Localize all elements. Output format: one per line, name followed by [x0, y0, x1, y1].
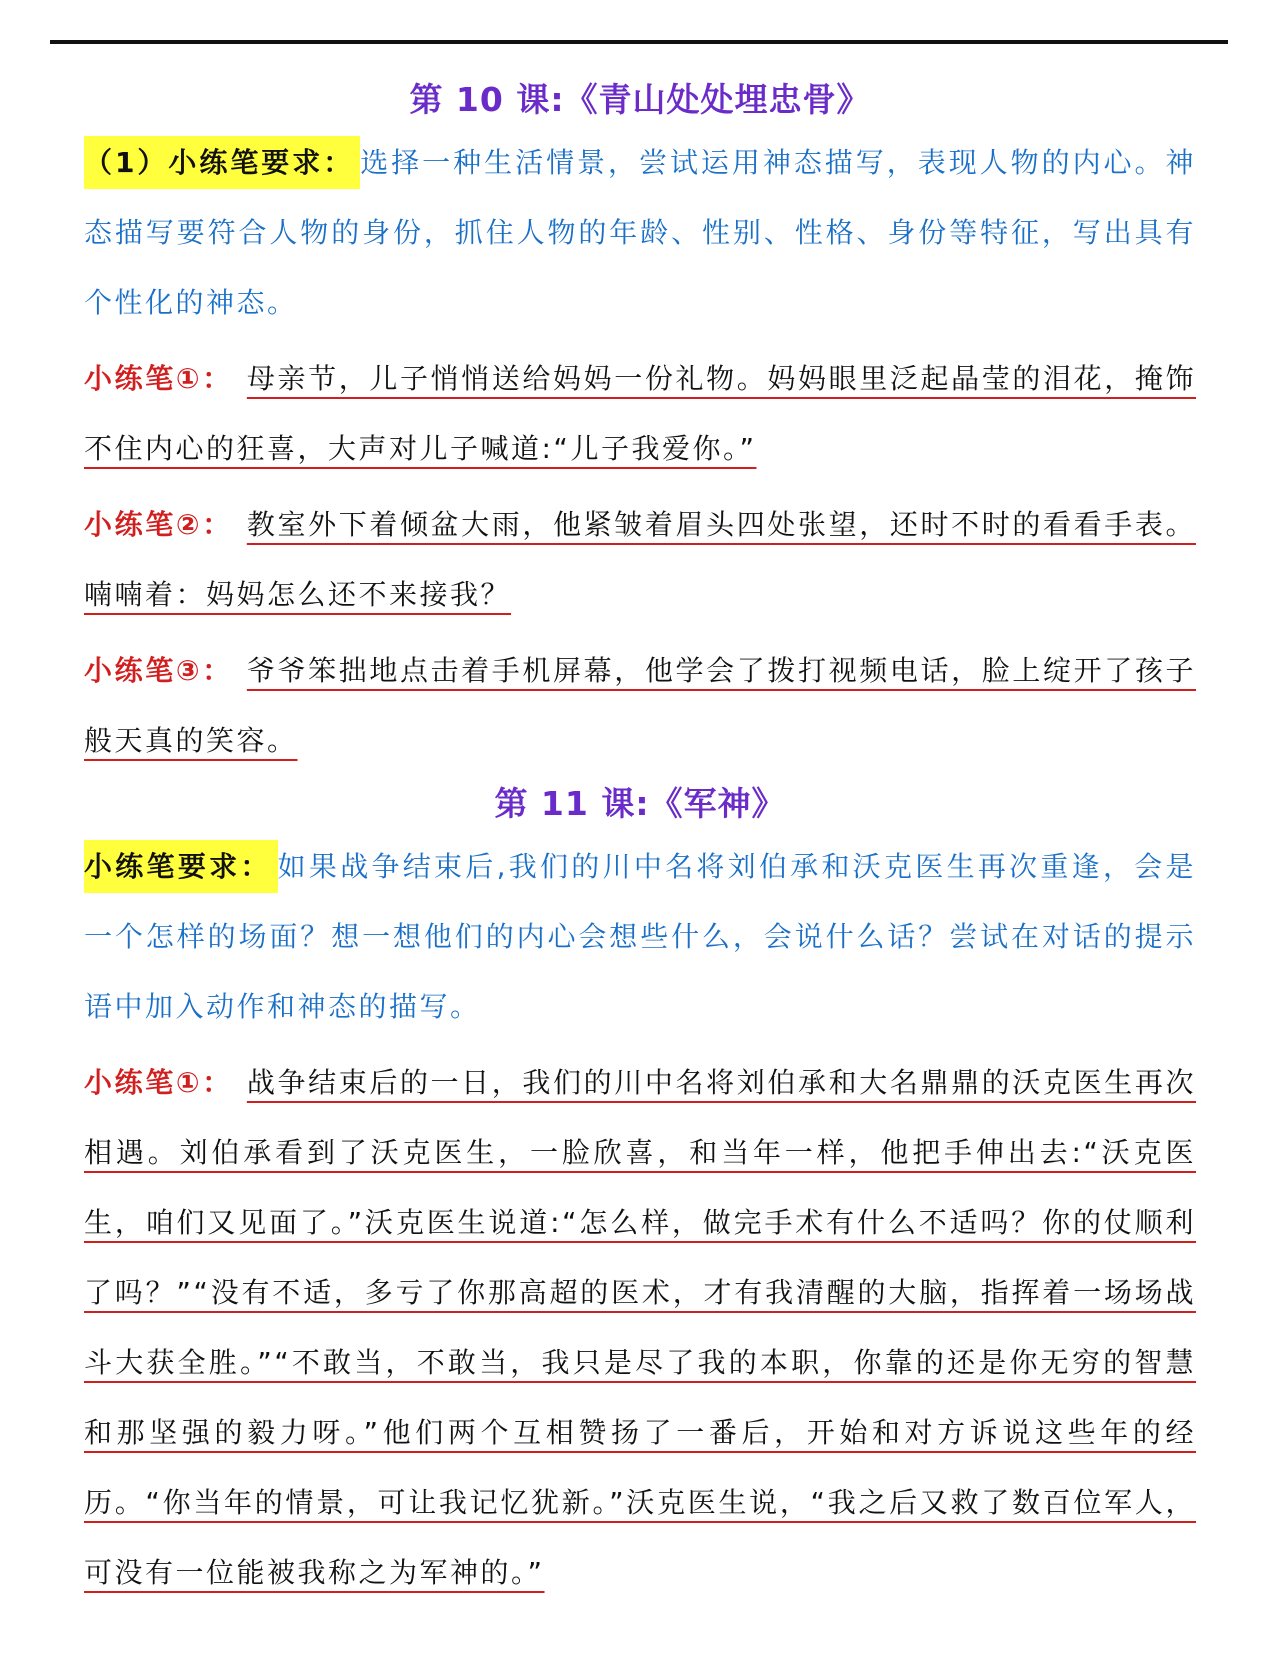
requirement-label: 小练笔要求： [84, 840, 278, 893]
lesson-10-title: 第 10 课:《青山处处埋忠骨》 [409, 80, 871, 119]
requirement-text: 如果战争结束后,我们的川中名将刘伯承和沃克医生再次重逢，会是一个怎样的场面？想一想他们的内心会想些什么，会说什么话？尝试在对话的提示语中加入动作和神态的描写。 [84, 850, 1196, 1023]
lesson-11-exercise-1 [84, 1048, 1196, 1608]
exercise-text: 教室外下着倾盆大雨，他紧皱着眉头四处张望，还时不时的看看手表。喃喃着：妈妈怎么还不来接我？ [84, 508, 1196, 611]
lesson-11-requirement [84, 832, 1196, 1042]
exercise-label: 小练笔③： [84, 654, 233, 687]
lesson-10-requirement [84, 128, 1196, 338]
exercise-text: 母亲节，儿子悄悄送给妈妈一份礼物。妈妈眼里泛起晶莹的泪花，掩饰不住内心的狂喜，大声对儿子喊道:“儿子我爱你。” [84, 362, 1196, 465]
requirement-label: （1）小练笔要求： [84, 136, 360, 189]
top-divider [50, 40, 1228, 44]
exercise-label: 小练笔②： [84, 508, 233, 541]
lesson-11-title: 第 11 课:《军神》 [494, 784, 786, 823]
exercise-text: 战争结束后的一日，我们的川中名将刘伯承和大名鼎鼎的沃克医生再次相遇。刘伯承看到了沃克医生，一脸欣喜，和当年一样，他把手伸出去:“沃克医生，咱们又见面了。”沃克医生说道:“怎么样，做完手术有什么不适吗？你的仗顺利了吗？”“没有不适，多亏了你那高超的医术，才有我清醒的大脑，指挥着一场场战斗大获全胜。”“不敢当，不敢当，我只是尽了我的本职，你靠的还是你无穷的智慧和那坚强的毅力呀。”他们两个互相赞扬了一番后，开始和对方诉说这些年的经历。“你当年的情景，可让我记忆犹新。”沃克医生说，“我之后又救了数百位军人，可没有一位能被我称之为军神的。” [84, 1066, 1196, 1589]
lesson-10-exercise-1 [84, 344, 1196, 484]
exercise-label: 小练笔①： [84, 362, 233, 395]
lesson-10-exercise-3 [84, 636, 1196, 776]
document-page [84, 72, 1196, 1608]
lesson-10-exercise-2 [84, 490, 1196, 630]
exercise-text: 爷爷笨拙地点击着手机屏幕，他学会了拨打视频电话，脸上绽开了孩子般天真的笑容。 [84, 654, 1196, 757]
exercise-label: 小练笔①： [84, 1066, 233, 1099]
requirement-text: 选择一种生活情景，尝试运用神态描写，表现人物的内心。神态描写要符合人物的身份，抓住人物的年龄、性别、性格、身份等特征，写出具有个性化的神态。 [84, 146, 1196, 319]
